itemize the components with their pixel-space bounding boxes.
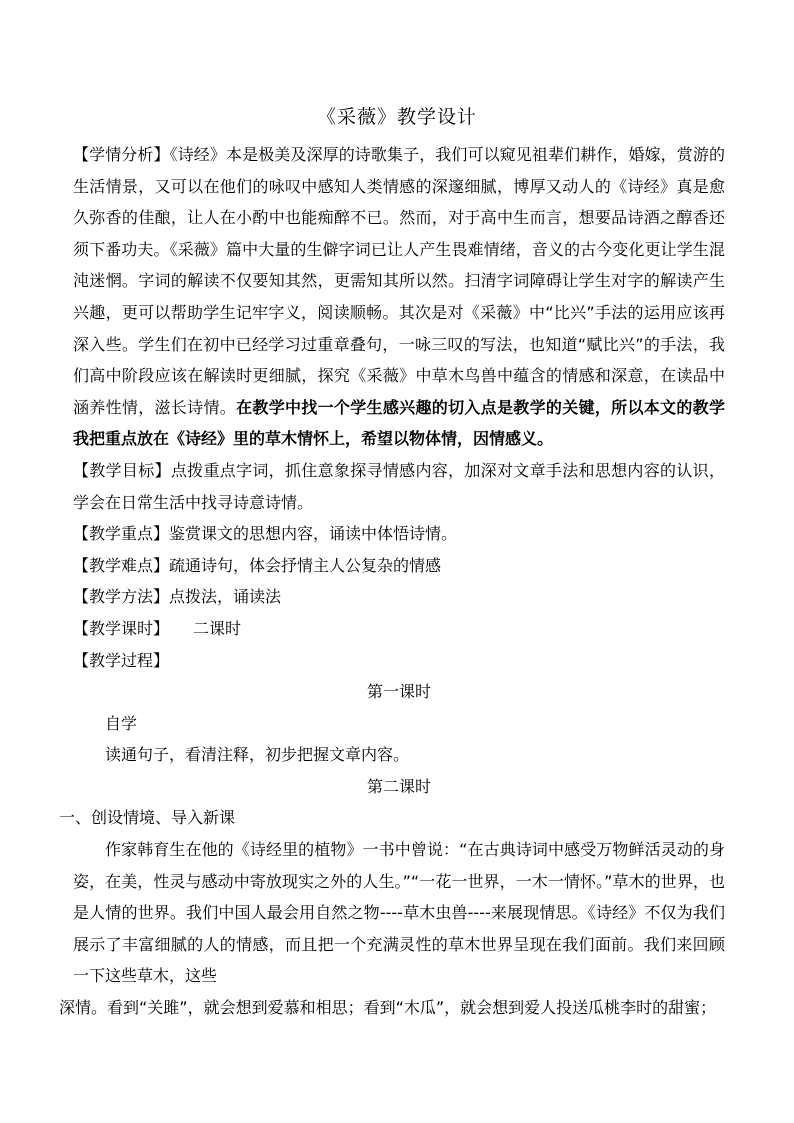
analysis-label: 【学情分析】 <box>73 145 170 164</box>
process-label: 【教学过程】 <box>73 650 170 670</box>
lesson1-heading: 第一课时 <box>366 682 431 702</box>
goal-paragraph <box>73 455 725 518</box>
lesson2-section-heading: 一、创设情境、导入新课 <box>59 808 236 828</box>
difficulty-text: 疏通诗句，体会抒情主人公复杂的情感 <box>169 555 442 575</box>
document-body <box>59 139 725 1024</box>
document-title: 《采薇》教学设计 <box>316 106 477 128</box>
lesson1-task: 读通句子，看清注释，初步把握文章内容。 <box>105 745 410 765</box>
hours-paragraph <box>73 613 725 645</box>
difficulty-label: 【教学难点】 <box>73 555 170 575</box>
method-label: 【教学方法】 <box>73 587 170 607</box>
difficulty-paragraph <box>73 550 725 582</box>
goal-text: 点拨重点字词，抓住意象探寻情感内容，加深对文章手法和思想内容的认识，学会在日常生活中找寻诗意诗情。 <box>73 460 725 512</box>
analysis-paragraph <box>73 139 725 455</box>
lesson2-heading: 第二课时 <box>366 776 431 796</box>
analysis-text: 《诗经》本是极美及深厚的诗歌集子，我们可以窥见祖辈们耕作，婚嫁，赏游的生活情景，又可以在他们的咏叹中感知人类情感的深邃细腻，博厚又动人的《诗经》真是愈久弥香的佳酿，让人在小酌中也能痴醉不已。然而，对于高中生而言，想要品诗酒之醇香还须下番功夫。《采薇》篇中大量的生僻字词已让人产生畏难情绪，音义的古今变化更让学生混沌迷惘。字词的解读不仅要知其然，更需知其所以然。扫清字词障碍让学生对字的解读产生兴趣，更可以帮助学生记牢字义，阅读顺畅。其次是对《采薇》中“比兴”手法的运用应该再深入些。学生们在初中已经学习过重章叠句，一咏三叹的写法，也知道“赋比兴”的手法，我们高中阶段应该在解读时更细腻，探究《采薇》中草木鸟兽中蕴含的情感和深意，在读品中涵养性情，滋长诗情。 <box>73 145 725 417</box>
analysis-bold-text: 在教学中找一个学生感兴趣的切入点是教学的关键，所以本文的教学我把重点放在《诗经》里的草木情怀上，希望以物体情，因情感义。 <box>73 397 725 449</box>
lesson2-paragraph-2: 深情。看到“关雎”，就会想到爱慕和相思；看到“木瓜”，就会想到爱人投送瓜桃李时的甜蜜； <box>59 998 717 1018</box>
focus-label: 【教学重点】 <box>73 524 170 544</box>
hours-text: 二课时 <box>193 618 242 638</box>
lesson2-paragraph-1: 作家韩育生在他的《诗经里的植物》一书中曾说：“在古典诗词中感受万物鲜活灵动的身姿，在美，性灵与感动中寄放现实之外的人生。”“一花一世界，一木一情怀。”草木的世界，也是人情的世界。我们中国人最会用自然之物----草木虫兽----来展现情思。《诗经》不仅为我们展示了丰富细腻的人的情感，而且把一个充满灵性的草木世界呈现在我们面前。我们来回顾一下这些草木，这些 <box>73 840 725 986</box>
method-paragraph <box>73 581 725 613</box>
hours-label: 【教学课时】 <box>73 618 170 638</box>
method-text: 点拨法，诵读法 <box>169 587 282 607</box>
focus-paragraph <box>73 518 725 550</box>
focus-text: 鉴赏课文的思想内容，诵读中体悟诗情。 <box>169 524 458 544</box>
process-paragraph <box>73 645 725 677</box>
goal-label: 【教学目标】 <box>73 460 171 480</box>
lesson1-self-study: 自学 <box>105 713 138 733</box>
